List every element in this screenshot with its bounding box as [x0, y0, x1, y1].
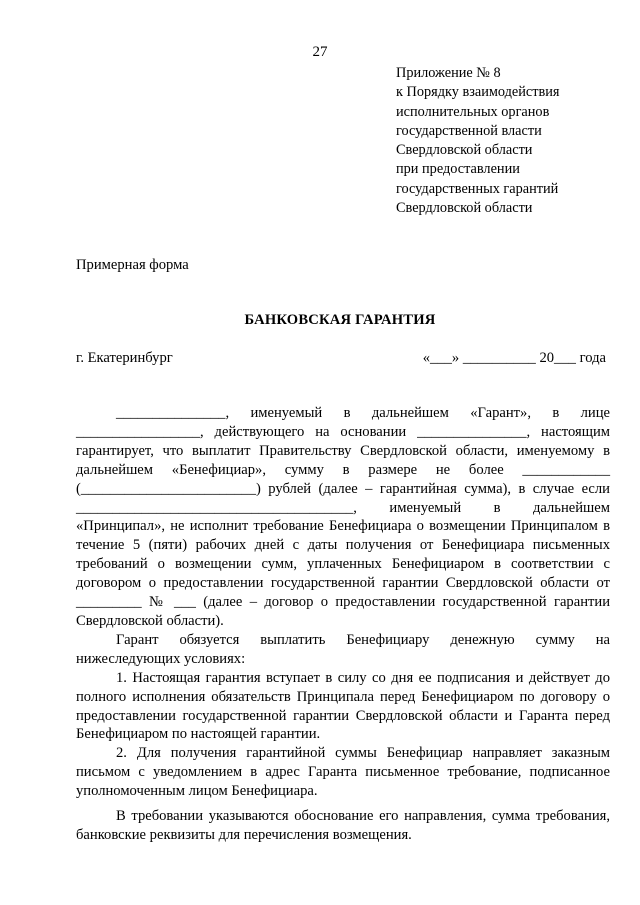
paragraph-condition-2: 2. Для получения гарантийной суммы Бенефициар направляет заказным письмом с уведомлением в адрес Гаранта письменное требование, подписанное уполномоченным лицом Бенефициара. — [76, 745, 610, 800]
appendix-line: Свердловской области — [396, 200, 533, 217]
appendix-line: государственных гарантий — [396, 180, 559, 197]
appendix-line: при предоставлении — [396, 161, 520, 178]
form-type-label: Примерная форма — [76, 257, 189, 273]
paragraph-guarantee-intro: _______________, именуемый в дальнейшем «Гарант», в лице _________________, действующего на основании _______________, настоящим гарантирует, что выплатит Правительству Свердловской области, именуемому в дальнейшем «Бенефициар», сумму в размере не более ____________ (________________________) рублей (далее – гарантийная сумма), в случае если ______________________________________, именуемый в дальнейшем «Принципал», не исполнит требование Бенефициара о возмещении Принципалом в течение 5 (пяти) рабочих дней с даты получения от Бенефициара письменных требований о возмещении сумм, уплаченных Бенефициаром в соответствии с договором о предоставлении государственной гарантии Свердловской области от _________ № ___ (далее – договор о предоставлении государственной гарантии Свердловской области). — [76, 405, 610, 629]
date-line: «___» __________ 20___ года — [422, 350, 606, 366]
page-number: 27 — [312, 44, 328, 60]
appendix-line: Приложение № 8 — [396, 65, 501, 81]
document-title: БАНКОВСКАЯ ГАРАНТИЯ — [244, 312, 436, 328]
city-label: г. Екатеринбург — [76, 350, 173, 366]
appendix-line: к Порядку взаимодействия — [396, 84, 560, 101]
document-body — [76, 404, 610, 845]
paragraph-requirement-details: В требовании указываются обоснование его направления, сумма требования, банковские реквизиты для перечисления возмещения. — [76, 808, 610, 843]
appendix-line: исполнительных органов — [396, 103, 550, 120]
appendix-line: Свердловской области — [396, 142, 533, 159]
paragraph-condition-1: 1. Настоящая гарантия вступает в силу со дня ее подписания и действует до полного исполнения обязательств Принципала перед Бенефициаром по договору о предоставлении государственной гарантии Свердловской области и Гаранта перед Бенефициаром по настоящей гарантии. — [76, 669, 610, 743]
appendix-line: государственной власти — [396, 122, 542, 139]
paragraph-obligation: Гарант обязуется выплатить Бенефициару денежную сумму на нижеследующих условиях: — [76, 631, 610, 667]
appendix-block — [396, 64, 559, 218]
